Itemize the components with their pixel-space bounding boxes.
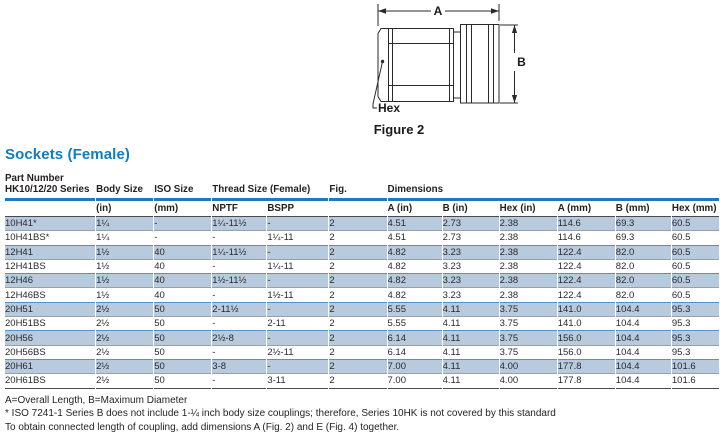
- cell-hex-mm: 95.3: [672, 330, 719, 344]
- table-row: [5, 273, 719, 287]
- cell-a-mm: 156.0: [558, 345, 615, 359]
- table-head: [5, 168, 719, 217]
- cell-part-number: 12H41BS: [5, 259, 95, 273]
- cell-b-mm: 104.4: [616, 373, 671, 388]
- cell-b-mm: 82.0: [616, 287, 671, 301]
- cell-thread-nptf: 2½-8: [212, 330, 266, 344]
- table-row: [5, 287, 719, 301]
- cell-iso-size: 40: [154, 287, 211, 301]
- cell-iso-size: 50: [154, 373, 211, 388]
- footnote-legend: A=Overall Length, B=Maximum Diameter: [5, 395, 188, 406]
- cell-b-in: 3.23: [443, 287, 499, 301]
- cell-hex-mm: 101.6: [672, 359, 719, 373]
- cell-a-mm: 122.4: [558, 259, 615, 273]
- cell-fig: 2: [329, 217, 386, 230]
- cell-thread-nptf: -: [212, 230, 266, 244]
- end-cap-outline: [378, 29, 389, 102]
- cell-b-in: 3.23: [443, 245, 499, 259]
- cell-a-in: 5.55: [388, 302, 442, 316]
- cell-thread-nptf: 1¼-11½: [212, 245, 266, 259]
- socket-drawing: [335, 0, 535, 140]
- cell-thread-nptf: 3-8: [212, 359, 266, 373]
- footnotes: [5, 394, 556, 434]
- table-row: [5, 373, 719, 388]
- cell-part-number: 20H51BS: [5, 316, 95, 330]
- cell-thread-nptf: -: [212, 345, 266, 359]
- cell-b-mm: 82.0: [616, 245, 671, 259]
- cell-thread-nptf: 2-11½: [212, 302, 266, 316]
- subheader-b-mm: B (mm): [616, 201, 671, 217]
- dim-b-arrow-bottom: [512, 95, 517, 103]
- cell-a-in: 4.82: [388, 287, 442, 301]
- cell-thread-nptf: -: [212, 373, 266, 388]
- cell-b-mm: 104.4: [616, 330, 671, 344]
- header-fig: Fig.: [329, 168, 386, 201]
- cell-thread-nptf: -: [212, 287, 266, 301]
- subheader-a-mm: A (mm): [558, 201, 615, 217]
- table-row: [5, 217, 719, 230]
- cell-b-mm: 69.3: [616, 217, 671, 230]
- cell-hex-mm: 60.5: [672, 287, 719, 301]
- cell-hex-in: 4.00: [500, 359, 557, 373]
- cell-part-number: 20H61: [5, 359, 95, 373]
- table-row: [5, 245, 719, 259]
- cell-b-in: 2.73: [443, 217, 499, 230]
- table-row: [5, 330, 719, 344]
- cell-a-in: 7.00: [388, 359, 442, 373]
- table-row: [5, 345, 719, 359]
- subheader-fig-blank: [329, 201, 386, 217]
- header-dimensions: Dimensions: [388, 168, 720, 201]
- cell-fig: 2: [329, 287, 386, 301]
- cell-b-mm: 104.4: [616, 316, 671, 330]
- cell-body-size: 2½: [96, 359, 153, 373]
- dim-b-arrow-top: [512, 25, 517, 33]
- cell-iso-size: 50: [154, 359, 211, 373]
- cell-hex-in: 3.75: [500, 302, 557, 316]
- cell-body-size: 1¼: [96, 230, 153, 244]
- table-row: [5, 302, 719, 316]
- step-ring-outline: [454, 32, 461, 98]
- cell-part-number: 12H41: [5, 245, 95, 259]
- subheader-b-in: B (in): [443, 201, 499, 217]
- cell-iso-size: 50: [154, 345, 211, 359]
- cell-fig: 2: [329, 373, 386, 388]
- cell-thread-bspp: -: [267, 302, 328, 316]
- cell-part-number: 10H41BS*: [5, 230, 95, 244]
- hex-leader-dot: [381, 60, 384, 63]
- cell-fig: 2: [329, 302, 386, 316]
- cell-thread-bspp: 3-11: [267, 373, 328, 388]
- cell-hex-mm: 60.5: [672, 217, 719, 230]
- cell-a-in: 6.14: [388, 345, 442, 359]
- cell-body-size: 2½: [96, 302, 153, 316]
- table-body: [5, 217, 719, 389]
- header-row-sub: [5, 201, 719, 217]
- cell-thread-nptf: -: [212, 259, 266, 273]
- cell-iso-size: 50: [154, 330, 211, 344]
- dim-b-label: B: [517, 55, 526, 69]
- cell-part-number: 12H46: [5, 273, 95, 287]
- cell-a-mm: 122.4: [558, 273, 615, 287]
- table-row: [5, 259, 719, 273]
- dim-a-label: A: [433, 4, 443, 18]
- cell-thread-bspp: 1½-11: [267, 287, 328, 301]
- cell-b-mm: 82.0: [616, 273, 671, 287]
- cell-body-size: 1½: [96, 273, 153, 287]
- figure-2: [335, 0, 535, 140]
- cell-a-in: 5.55: [388, 316, 442, 330]
- cell-body-size: 1½: [96, 245, 153, 259]
- cell-a-in: 4.82: [388, 245, 442, 259]
- cell-hex-in: 2.38: [500, 259, 557, 273]
- cell-hex-mm: 60.5: [672, 230, 719, 244]
- header-row-main: [5, 168, 719, 201]
- cell-body-size: 2½: [96, 373, 153, 388]
- cell-b-in: 4.11: [443, 316, 499, 330]
- cell-b-in: 4.11: [443, 345, 499, 359]
- cell-iso-size: -: [154, 230, 211, 244]
- cell-b-mm: 104.4: [616, 302, 671, 316]
- subheader-in: (in): [96, 201, 153, 217]
- cell-a-mm: 141.0: [558, 302, 615, 316]
- subheader-hex-in: Hex (in): [500, 201, 557, 217]
- cell-b-in: 4.11: [443, 359, 499, 373]
- cell-thread-bspp: 1¼-11: [267, 259, 328, 273]
- table-row: [5, 230, 719, 244]
- cell-body-size: 2½: [96, 345, 153, 359]
- cell-hex-in: 2.38: [500, 245, 557, 259]
- header-part-number: [5, 168, 95, 201]
- cell-thread-bspp: -: [267, 273, 328, 287]
- subheader-hex-mm: Hex (mm): [672, 201, 719, 217]
- figure-caption: Figure 2: [373, 122, 425, 137]
- cell-fig: 2: [329, 316, 386, 330]
- cell-fig: 2: [329, 359, 386, 373]
- cell-fig: 2: [329, 330, 386, 344]
- cell-thread-nptf: 1½-11½: [212, 273, 266, 287]
- cell-part-number: 12H46BS: [5, 287, 95, 301]
- cell-thread-nptf: -: [212, 316, 266, 330]
- cell-fig: 2: [329, 345, 386, 359]
- cell-hex-in: 3.75: [500, 316, 557, 330]
- cell-b-mm: 82.0: [616, 259, 671, 273]
- cell-b-in: 4.11: [443, 373, 499, 388]
- cell-body-size: 2½: [96, 330, 153, 344]
- cell-body-size: 1½: [96, 259, 153, 273]
- cell-b-in: 4.11: [443, 330, 499, 344]
- cell-iso-size: 50: [154, 316, 211, 330]
- cell-part-number: 20H56BS: [5, 345, 95, 359]
- cell-hex-in: 3.75: [500, 330, 557, 344]
- cell-hex-mm: 60.5: [672, 259, 719, 273]
- subheader-mm: (mm): [154, 201, 211, 217]
- cell-a-mm: 114.6: [558, 230, 615, 244]
- cell-thread-bspp: 2-11: [267, 316, 328, 330]
- cell-b-mm: 104.4: [616, 345, 671, 359]
- cell-thread-bspp: 2½-11: [267, 345, 328, 359]
- cell-body-size: 2½: [96, 316, 153, 330]
- table-row: [5, 359, 719, 373]
- cell-hex-mm: 60.5: [672, 273, 719, 287]
- cell-part-number: 20H61BS: [5, 373, 95, 388]
- dim-a-arrow-left: [378, 8, 386, 13]
- cell-iso-size: 50: [154, 302, 211, 316]
- cell-b-mm: 104.4: [616, 359, 671, 373]
- cell-hex-mm: 60.5: [672, 245, 719, 259]
- cell-a-in: 4.82: [388, 273, 442, 287]
- cell-a-in: 4.51: [388, 230, 442, 244]
- cell-body-size: 1½: [96, 287, 153, 301]
- cell-thread-nptf: 1¼-11½: [212, 217, 266, 230]
- dim-a-arrow-right: [491, 8, 499, 13]
- hex-body-outline: [389, 29, 454, 102]
- header-body-size: Body Size: [96, 168, 153, 201]
- cell-a-in: 4.51: [388, 217, 442, 230]
- header-part-number-line2: HK10/12/20 Series: [5, 184, 90, 195]
- cell-hex-mm: 95.3: [672, 316, 719, 330]
- cell-a-mm: 177.8: [558, 359, 615, 373]
- cell-b-in: 2.73: [443, 230, 499, 244]
- subheader-a-in: A (in): [388, 201, 442, 217]
- table-row: [5, 316, 719, 330]
- cell-a-mm: 114.6: [558, 217, 615, 230]
- cell-b-in: 3.23: [443, 259, 499, 273]
- subheader-nptf: NPTF: [212, 201, 266, 217]
- cell-part-number: 20H56: [5, 330, 95, 344]
- cell-hex-in: 2.38: [500, 273, 557, 287]
- cell-a-in: 6.14: [388, 330, 442, 344]
- cell-thread-bspp: -: [267, 330, 328, 344]
- footnote-connected-length: To obtain connected length of coupling, add dimensions A (Fig. 2) and E (Fig. 4) together.: [5, 421, 400, 433]
- subheader-bspp: BSPP: [267, 201, 328, 217]
- cell-hex-in: 2.38: [500, 287, 557, 301]
- sockets-table: [4, 168, 720, 389]
- header-part-number-line1: Part Number: [5, 173, 64, 184]
- cell-b-in: 4.11: [443, 302, 499, 316]
- cell-hex-in: 4.00: [500, 373, 557, 388]
- cell-fig: 2: [329, 245, 386, 259]
- cell-hex-in: 2.38: [500, 230, 557, 244]
- subheader-blank: [5, 201, 95, 217]
- cell-b-in: 3.23: [443, 273, 499, 287]
- header-iso-size: ISO Size: [154, 168, 211, 201]
- cell-iso-size: 40: [154, 259, 211, 273]
- cell-a-mm: 141.0: [558, 316, 615, 330]
- cell-iso-size: 40: [154, 245, 211, 259]
- header-thread-size: Thread Size (Female): [212, 168, 328, 201]
- cell-fig: 2: [329, 230, 386, 244]
- section-title: Sockets (Female): [5, 146, 130, 163]
- cell-a-mm: 177.8: [558, 373, 615, 388]
- cell-iso-size: 40: [154, 273, 211, 287]
- hex-label: Hex: [378, 101, 401, 115]
- cell-part-number: 10H41*: [5, 217, 95, 230]
- cell-hex-in: 2.38: [500, 217, 557, 230]
- cell-thread-bspp: -: [267, 245, 328, 259]
- footnote-iso: * ISO 7241-1 Series B does not include 1-¼ inch body size couplings; therefore, Series 10HK is not covered by this standard: [5, 408, 556, 420]
- cell-a-mm: 156.0: [558, 330, 615, 344]
- cell-hex-in: 3.75: [500, 345, 557, 359]
- cell-thread-bspp: -: [267, 359, 328, 373]
- cell-a-in: 7.00: [388, 373, 442, 388]
- cell-b-mm: 69.3: [616, 230, 671, 244]
- cell-a-in: 4.82: [388, 259, 442, 273]
- cell-body-size: 1¼: [96, 217, 153, 230]
- cell-a-mm: 122.4: [558, 245, 615, 259]
- cell-part-number: 20H51: [5, 302, 95, 316]
- cell-iso-size: -: [154, 217, 211, 230]
- cell-fig: 2: [329, 273, 386, 287]
- cell-hex-mm: 95.3: [672, 345, 719, 359]
- cell-a-mm: 122.4: [558, 287, 615, 301]
- cell-hex-mm: 101.6: [672, 373, 719, 388]
- cell-hex-mm: 95.3: [672, 302, 719, 316]
- cell-thread-bspp: 1¼-11: [267, 230, 328, 244]
- cell-thread-bspp: -: [267, 217, 328, 230]
- cell-fig: 2: [329, 259, 386, 273]
